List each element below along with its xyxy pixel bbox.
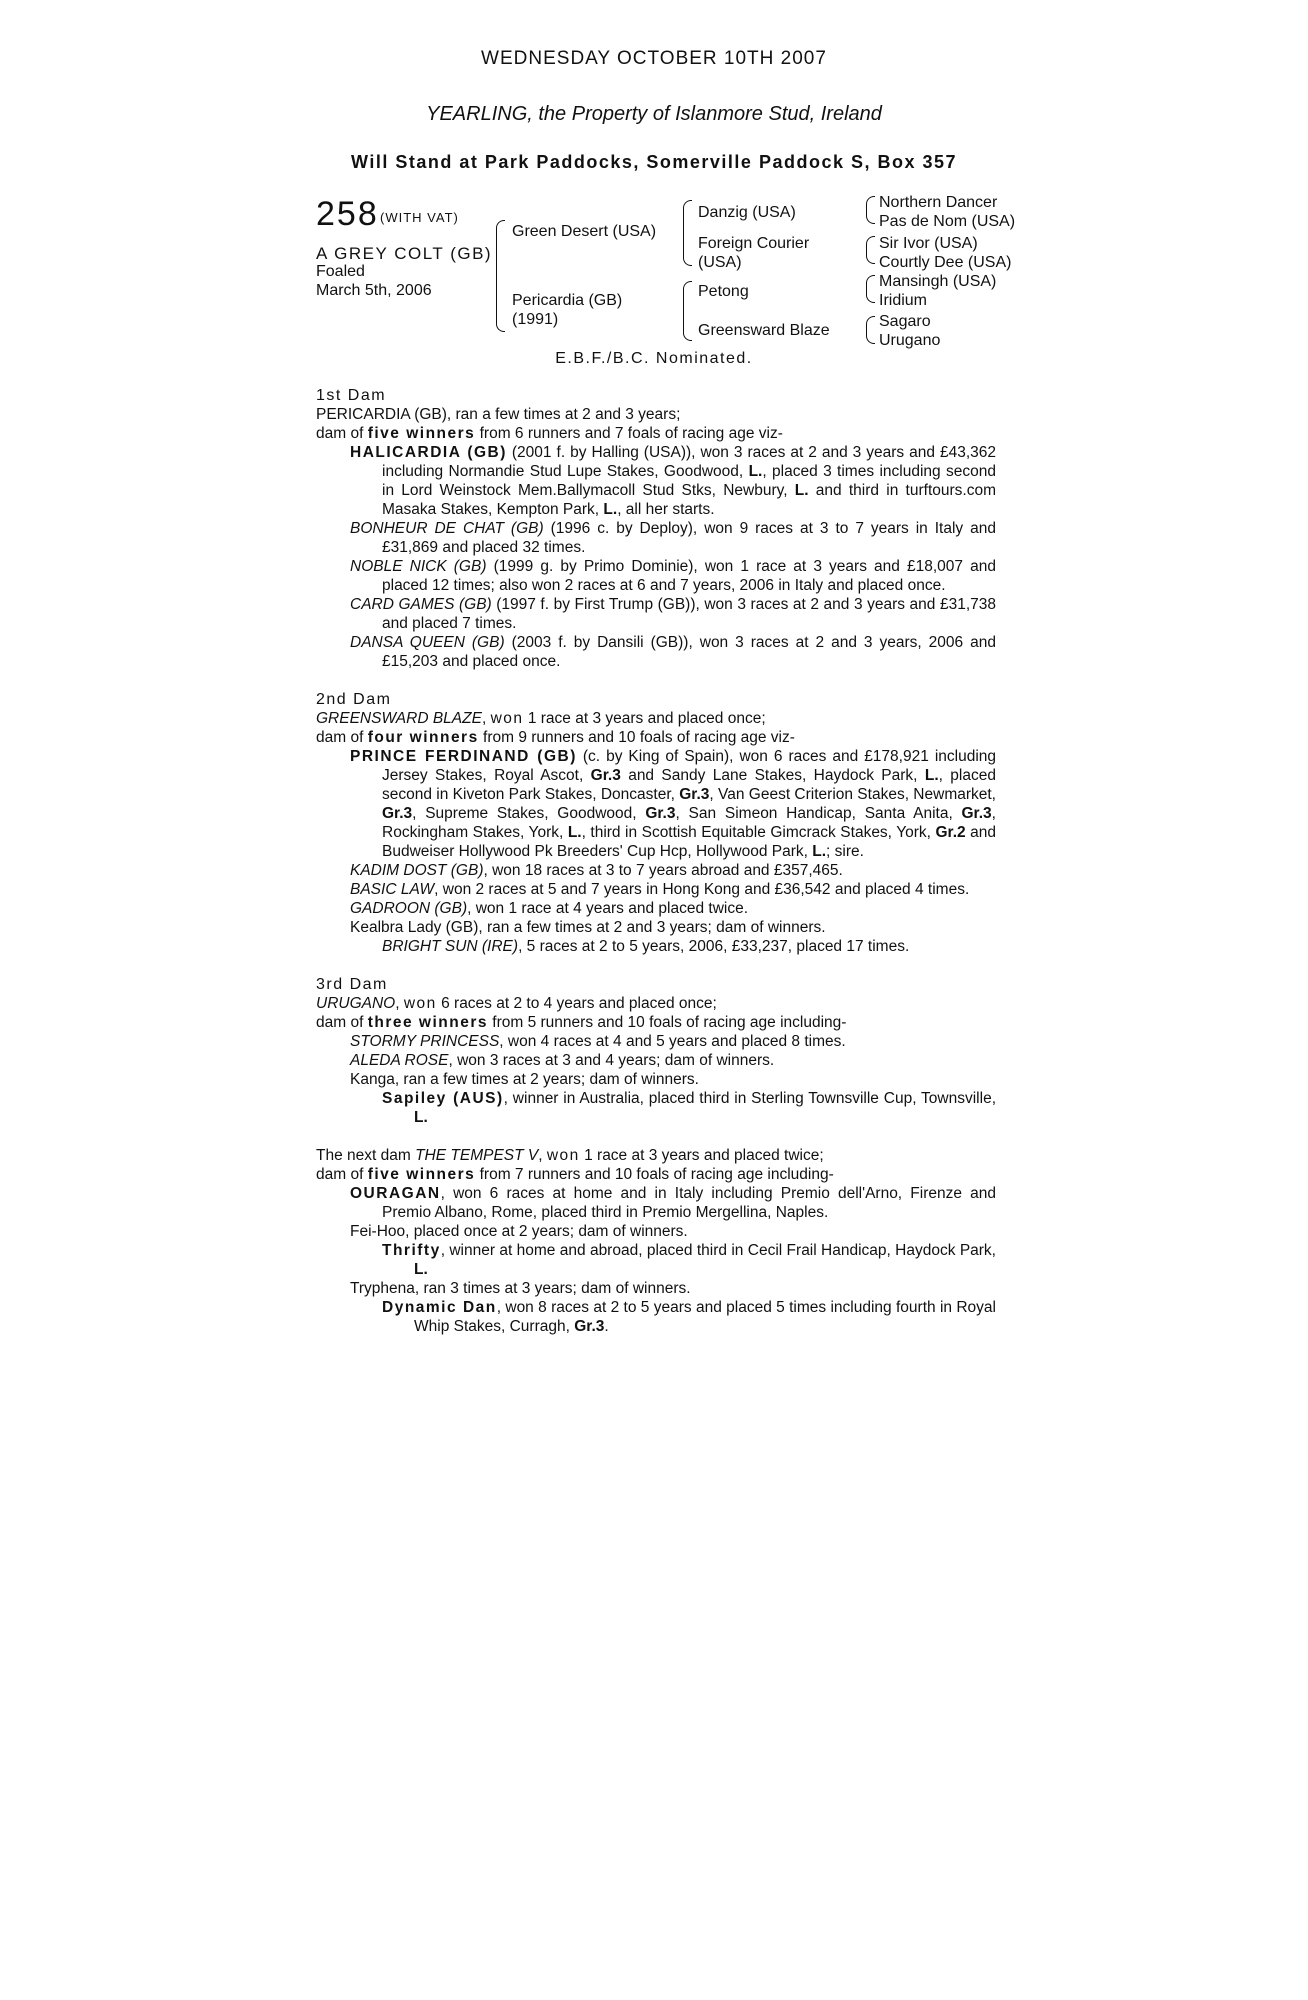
text: and third in turftours.com Masaka Stakes, Kempton Park, [382, 482, 996, 518]
spacer [316, 671, 996, 690]
produce-entry [316, 443, 996, 519]
text: (1997 f. by First Trump (GB)), won 3 races at 2 and 3 years and £31,738 and placed 7 times. [382, 596, 996, 632]
text: , third in Scottish Equitable Gimcrack Stakes, York, [581, 824, 936, 841]
listed-grade: L. [414, 1109, 428, 1126]
winners-count: three winners [367, 1014, 488, 1031]
text: dam of [316, 1166, 368, 1183]
first-dam-intro: PERICARDIA (GB), ran a few times at 2 and 3 years; [316, 406, 681, 423]
produce-entry [316, 1032, 996, 1051]
pedigree-dam-year: (1991) [512, 311, 559, 328]
horse-name: BONHEUR DE CHAT (GB) [350, 520, 544, 537]
text: , won 1 race at 4 years and placed twice. [467, 900, 749, 917]
text: The next dam [316, 1147, 416, 1164]
text: 6 races at 2 to 4 years and placed once; [436, 995, 717, 1012]
horse-name: OURAGAN [350, 1185, 441, 1202]
horse-name: NOBLE NICK (GB) [350, 558, 487, 575]
horse-name: DANSA QUEEN (GB) [350, 634, 505, 651]
first-dam-heading: 1st Dam [316, 387, 387, 404]
text: , won 6 races at home and in Italy including Premio dell'Arno, Firenze and Premio Albano, Rome, placed third in Premio Mergellina, Naples. [382, 1185, 996, 1221]
won-word: won [490, 710, 524, 727]
pedigree-dds: Sagaro [879, 313, 931, 330]
pedigree-dss: Mansingh (USA) [879, 273, 997, 290]
produce-entry: Kanga, ran a few times at 2 years; dam of winners. [350, 1071, 699, 1088]
horse-name: GADROON (GB) [350, 900, 468, 917]
grand-produce-entry [316, 1298, 996, 1336]
pedigree-dd: Greensward Blaze [698, 322, 830, 339]
group-grade: Gr.3 [645, 805, 676, 822]
pedigree-dam: Pericardia (GB) [512, 292, 623, 309]
nomination-note: E.B.F./B.C. Nominated. [555, 350, 753, 367]
produce-entry: Kealbra Lady (GB), ran a few times at 2 and 3 years; dam of winners. [350, 919, 826, 936]
listed-grade: L. [567, 824, 582, 841]
pedigree-sd-1: Foreign Courier [698, 235, 810, 252]
dam-name: URUGANO [316, 995, 396, 1012]
text: , [395, 995, 404, 1012]
text: from 7 runners and 10 foals of racing age including- [475, 1166, 834, 1183]
winners-count: five winners [367, 1166, 476, 1183]
text: . [604, 1318, 609, 1335]
group-grade: Gr.3 [590, 767, 621, 784]
pedigree-sss: Northern Dancer [879, 194, 998, 211]
won-word: won [403, 995, 437, 1012]
text: , won 18 races at 3 to 7 years abroad and £357,465. [483, 862, 843, 879]
second-dam-intro [316, 709, 996, 728]
text: , won 3 races at 3 and 4 years; dam of winners. [448, 1052, 775, 1069]
pedigree-sire: Green Desert (USA) [512, 223, 657, 240]
text: , winner at home and abroad, placed third in Cecil Frail Handicap, Haydock Park, [440, 1242, 996, 1259]
listed-grade: L. [794, 482, 809, 499]
vat-note: (WITH VAT) [380, 210, 459, 225]
text: dam of [316, 729, 368, 746]
text: , 5 races at 2 to 5 years, 2006, £33,237, placed 17 times. [518, 938, 910, 955]
vendor-line: YEARLING, the Property of Islanmore Stud, Ireland [426, 103, 882, 125]
text: from 9 runners and 10 foals of racing age viz- [478, 729, 795, 746]
group-grade: Gr.2 [935, 824, 966, 841]
spacer [316, 1127, 996, 1146]
horse-name: Sapiley (AUS) [382, 1090, 504, 1107]
foaled-label: Foaled [316, 263, 365, 280]
text: (c. by King of Spain), won 6 races and £178,921 including Jersey Stakes, Royal Ascot, [382, 748, 997, 784]
text: (2001 f. by Halling (USA)), won 3 races at 2 and 3 years and £43,362 including Normandie Stud Lupe Stakes, Goodwood, [382, 444, 997, 480]
horse-name: CARD GAMES (GB) [350, 596, 492, 613]
winners-count: four winners [367, 729, 479, 746]
produce-entry [316, 557, 996, 595]
horse-name: STORMY PRINCESS [350, 1033, 500, 1050]
lot-number: 258 [316, 195, 379, 233]
horse-name: PRINCE FERDINAND (GB) [350, 748, 577, 765]
horse-name: BRIGHT SUN (IRE) [382, 938, 519, 955]
pedigree-brace-sire [683, 200, 692, 266]
produce-entry [316, 595, 996, 633]
pedigree-sds: Sir Ivor (USA) [879, 235, 978, 252]
group-grade: Gr.3 [679, 786, 710, 803]
winners-count: five winners [367, 425, 476, 442]
pedigree-brace-ss [866, 196, 875, 224]
second-dam-winners-line [316, 728, 996, 747]
produce-entry [316, 1051, 996, 1070]
text: , placed 3 times including second in Lord Weinstock Mem.Ballymacoll Stud Stks, Newbury, [382, 463, 996, 499]
text: , [481, 710, 491, 727]
foaled-date: March 5th, 2006 [316, 282, 432, 299]
text: from 6 runners and 7 foals of racing age viz- [475, 425, 783, 442]
text: 1 race at 3 years and placed twice; [579, 1147, 824, 1164]
listed-grade: L. [924, 767, 939, 784]
horse-name: Thrifty [382, 1242, 441, 1259]
pedigree-brace-main [496, 220, 505, 332]
third-dam-heading: 3rd Dam [316, 976, 388, 993]
horse-name: HALICARDIA (GB) [350, 444, 507, 461]
produce-entry [316, 633, 996, 671]
text: 1 race at 3 years and placed once; [523, 710, 766, 727]
text: dam of [316, 1014, 368, 1031]
text: , winner in Australia, placed third in Sterling Townsville Cup, Townsville, [503, 1090, 996, 1107]
text: , Rockingham Stakes, York, [382, 805, 996, 841]
horse-name: ALEDA ROSE [350, 1052, 449, 1069]
listed-grade: L. [603, 501, 618, 518]
spacer [316, 956, 996, 975]
text: (1999 g. by Primo Dominie), won 1 race at 3 years and £18,007 and placed 12 times; also won 2 races at 6 and 7 years, 2006 in Italy and placed once. [382, 558, 996, 594]
produce-entry [316, 1184, 996, 1222]
pedigree-brace-dam [683, 281, 692, 341]
pedigree-brace-sd [866, 236, 875, 264]
dam-name: THE TEMPEST V [415, 1147, 539, 1164]
first-dam-winners-line [316, 424, 996, 443]
pedigree-brace-ds [866, 275, 875, 303]
group-grade: Gr.3 [574, 1318, 605, 1335]
text: (2003 f. by Dansili (GB)), won 3 races at 2 and 3 years, 2006 and £15,203 and placed once. [382, 634, 996, 670]
second-dam-heading: 2nd Dam [316, 691, 392, 708]
horse-name: BASIC LAW [350, 881, 435, 898]
next-dam-intro [316, 1146, 996, 1165]
produce-entry [316, 880, 996, 899]
group-grade: Gr.3 [961, 805, 992, 822]
grand-produce-entry [316, 1241, 996, 1279]
horse-name: Dynamic Dan [382, 1299, 497, 1316]
text: , placed second in Kiveton Park Stakes, Doncaster, [382, 767, 996, 803]
text: from 5 runners and 10 foals of racing age including- [487, 1014, 847, 1031]
stand-location: Will Stand at Park Paddocks, Somerville Paddock S, Box 357 [350, 152, 958, 172]
text: and Budweiser Hollywood Pk Breeders' Cup Hcp, Hollywood Park, [382, 824, 996, 860]
produce-entry: Tryphena, ran 3 times at 3 years; dam of winners. [350, 1280, 691, 1297]
third-dam-winners-line [316, 1013, 996, 1032]
produce-entry [316, 861, 996, 880]
pedigree-brace-dd [866, 316, 875, 344]
text: , won 2 races at 5 and 7 years in Hong Kong and £36,542 and placed 4 times. [434, 881, 970, 898]
grand-produce-entry [316, 1089, 996, 1127]
text: , [538, 1147, 547, 1164]
listed-grade: L. [748, 463, 763, 480]
text: and Sandy Lane Stakes, Haydock Park, [620, 767, 925, 784]
pedigree-sdd: Courtly Dee (USA) [879, 254, 1012, 271]
group-grade: Gr.3 [382, 805, 413, 822]
lot-description: A GREY COLT (GB) [316, 244, 493, 263]
grand-produce-entry [316, 937, 996, 956]
text: , all her starts. [617, 501, 715, 518]
sale-date: WEDNESDAY OCTOBER 10TH 2007 [481, 48, 827, 69]
produce-entry [316, 899, 996, 918]
listed-grade: L. [812, 843, 827, 860]
text: ; sire. [826, 843, 864, 860]
dam-name: GREENSWARD BLAZE [316, 710, 482, 727]
produce-entry [316, 747, 996, 861]
text: , San Simeon Handicap, Santa Anita, [675, 805, 962, 822]
produce-entry: Fei-Hoo, placed once at 2 years; dam of winners. [350, 1223, 688, 1240]
text: , won 4 races at 4 and 5 years and placed 8 times. [499, 1033, 846, 1050]
produce-record [316, 386, 996, 1336]
pedigree-ssd: Pas de Nom (USA) [879, 213, 1016, 230]
next-dam-winners-line [316, 1165, 996, 1184]
pedigree-dsd: Iridium [879, 292, 928, 309]
pedigree-ddd: Urugano [879, 332, 941, 349]
text: , Supreme Stakes, Goodwood, [412, 805, 646, 822]
produce-entry [316, 519, 996, 557]
pedigree-ss: Danzig (USA) [698, 204, 796, 221]
won-word: won [546, 1147, 580, 1164]
text: , won 8 races at 2 to 5 years and placed 5 times including fourth in Royal Whip Stakes, Curragh, [414, 1299, 996, 1335]
listed-grade: L. [414, 1261, 428, 1278]
horse-name: KADIM DOST (GB) [350, 862, 484, 879]
pedigree-sd-2: (USA) [698, 254, 742, 271]
text: dam of [316, 425, 368, 442]
text: (1996 c. by Deploy), won 9 races at 3 to 7 years in Italy and £31,869 and placed 32 times. [382, 520, 996, 556]
text: , Van Geest Criterion Stakes, Newmarket, [709, 786, 996, 803]
third-dam-intro [316, 994, 996, 1013]
pedigree-ds: Petong [698, 283, 749, 300]
